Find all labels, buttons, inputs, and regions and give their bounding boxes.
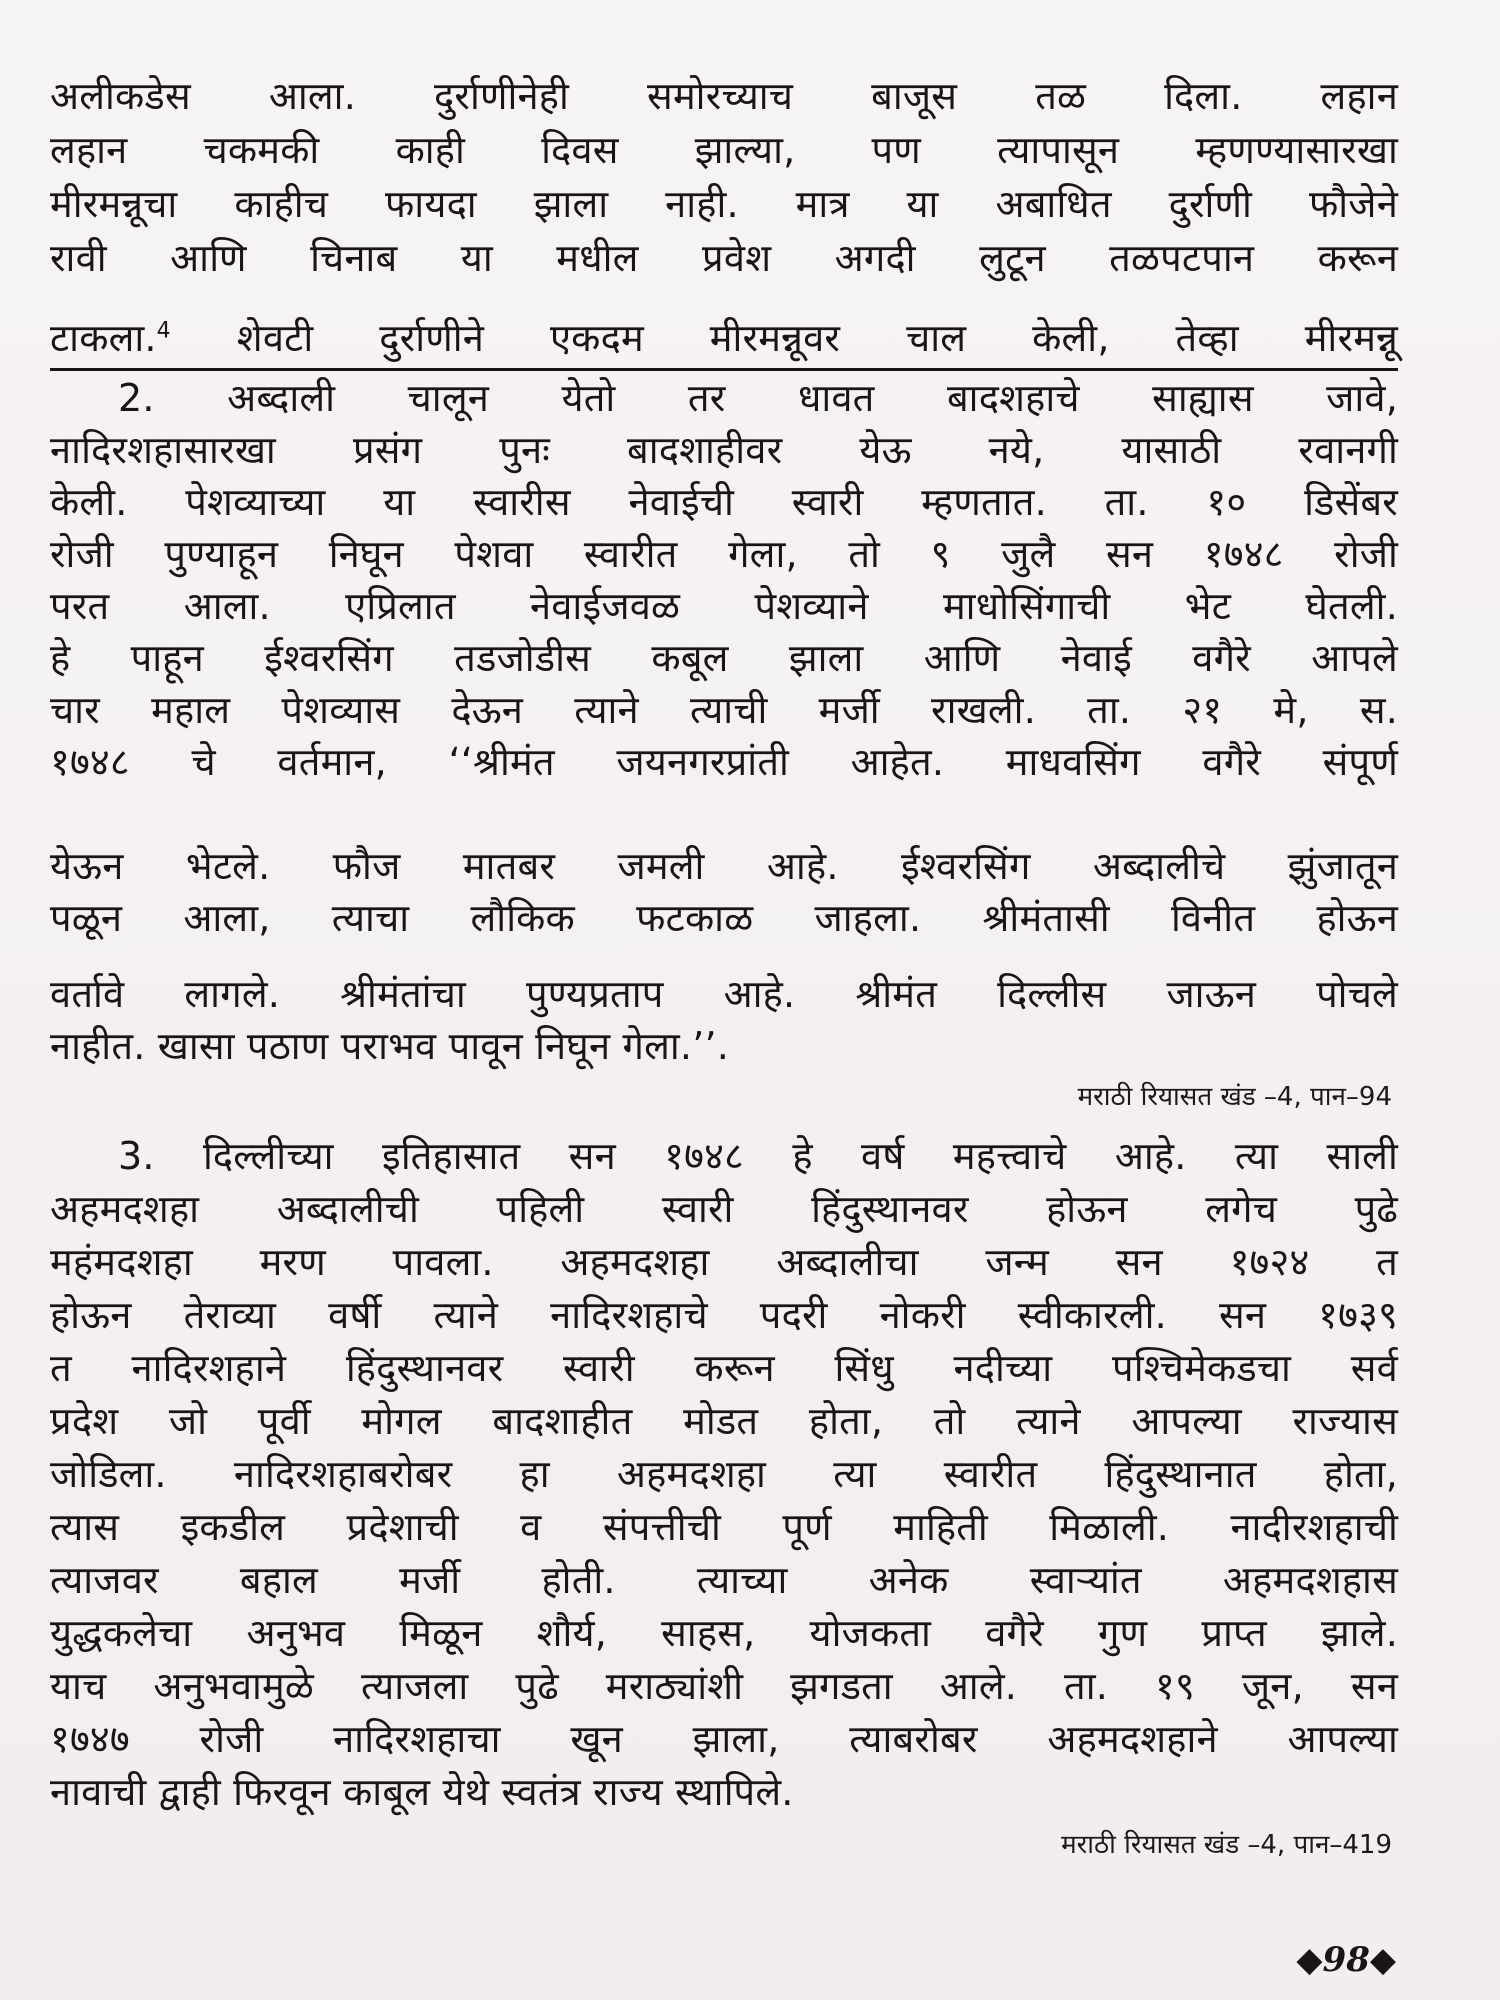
footnote-line: वर्तावे लागले. श्रीमंतांचा पुण्यप्रताप आहे. श्रीमंत दिल्लीस जाऊन पोचले — [50, 972, 1398, 1016]
footnote-marker: 4 — [156, 318, 171, 344]
source-citation: मराठी रियासत खंड –4, पान–94 — [1077, 1082, 1392, 1112]
footnote-line: येऊन भेटले. फौज मातबर जमली आहे. ईश्वरसिंग अब्दालीचे झुंजातून — [50, 844, 1398, 888]
footnote-line: 3. दिल्लीच्या इतिहासात सन १७४८ हे वर्ष महत्त्वाचे आहे. त्या साली — [118, 1134, 1398, 1178]
footnote-line: चार महाल पेशव्यास देऊन त्याने त्याची मर्जी राखली. ता. २१ मे, स. — [50, 688, 1398, 732]
text-fragment: शेवटी दुर्राणीने एकदम मीरमन्नूवर चाल केली, तेव्हा मीरमन्नू — [236, 316, 1398, 360]
footnote-line: 2. अब्दाली चालून येतो तर धावत बादशहाचे साह्यास जावे, — [118, 376, 1398, 420]
text-line: लहान चकमकी काही दिवस झाल्या, पण त्यापासून म्हणण्यासारखा — [50, 128, 1398, 172]
footnote-line: याच अनुभवामुळे त्याजला पुढे मराठ्यांशी झगडता आले. ता. १९ जून, सन — [50, 1664, 1398, 1708]
footnote-line: केली. पेशव्याच्या या स्वारीस नेवाईची स्वारी म्हणतात. ता. १० डिसेंबर — [50, 480, 1398, 524]
footnote-line: महंमदशहा मरण पावला. अहमदशहा अब्दालीचा जन्म सन १७२४ त — [50, 1240, 1398, 1284]
footnote-line: जोडिला. नादिरशहाबरोबर हा अहमदशहा त्या स्वारीत हिंदुस्थानात होता, — [50, 1452, 1398, 1496]
footnote-line: परत आला. एप्रिलात नेवाईजवळ पेशव्याने माधोसिंगाची भेट घेतली. — [50, 584, 1398, 628]
footnote-line: पळून आला, त्याचा लौकिक फटकाळ जाहला. श्रीमंतासी विनीत होऊन — [50, 896, 1398, 940]
footnote-line: प्रदेश जो पूर्वी मोगल बादशाहीत मोडत होता, तो त्याने आपल्या राज्यास — [50, 1399, 1398, 1443]
footnote-line: त्यास इकडील प्रदेशाची व संपत्तीची पूर्ण माहिती मिळाली. नादीरशहाची — [50, 1505, 1398, 1549]
footnote-line: त नादिरशहाने हिंदुस्थानवर स्वारी करून सिंधु नदीच्या पश्चिमेकडचा सर्व — [50, 1346, 1398, 1390]
footnote-line: युद्धकलेचा अनुभव मिळून शौर्य, साहस, योजकता वगैरे गुण प्राप्त झाले. — [50, 1611, 1398, 1655]
footnote-line: रोजी पुण्याहून निघून पेशवा स्वारीत गेला, तो ९ जुलै सन १७४८ रोजी — [50, 532, 1398, 576]
footnote-line: त्याजवर बहाल मर्जी होती. त्याच्या अनेक स्वाऱ्यांत अहमदशहास — [50, 1558, 1398, 1602]
footnote-line: नाहीत. खासा पठाण पराभव पावून निघून गेला.’’. — [50, 1024, 730, 1068]
text-line: अलीकडेस आला. दुर्राणीनेही समोरच्याच बाजूस तळ दिला. लहान — [50, 74, 1398, 118]
text-fragment: टाकला. — [50, 316, 157, 360]
text-line-with-footnote — [50, 312, 1398, 364]
footnote-line: नादिरशहासारखा प्रसंग पुनः बादशाहीवर येऊ नये, यासाठी रवानगी — [50, 428, 1398, 472]
source-citation: मराठी रियासत खंड –4, पान–419 — [1061, 1830, 1392, 1860]
footnote-line: १७४७ रोजी नादिरशहाचा खून झाला, त्याबरोबर अहमदशहाने आपल्या — [50, 1717, 1398, 1761]
text-line: रावी आणि चिनाब या मधील प्रवेश अगदी लुटून तळपटपान करून — [50, 236, 1398, 280]
footnote-line: अहमदशहा अब्दालीची पहिली स्वारी हिंदुस्थानवर होऊन लगेच पुढे — [50, 1187, 1398, 1231]
page-number: ◆98◆ — [1296, 1940, 1396, 1980]
text-line: मीरमन्नूचा काहीच फायदा झाला नाही. मात्र या अबाधित दुर्राणी फौजेने — [50, 182, 1398, 226]
footnote-line: होऊन तेराव्या वर्षी त्याने नादिरशहाचे पदरी नोकरी स्वीकारली. सन १७३९ — [50, 1293, 1398, 1337]
footnote-separator-rule — [50, 368, 1398, 371]
footnote-line: नावाची द्वाही फिरवून काबूल येथे स्वतंत्र राज्य स्थापिले. — [50, 1770, 794, 1814]
footnote-line: १७४८ चे वर्तमान, ‘‘श्रीमंत जयनगरप्रांती आहेत. माधवसिंग वगैरे संपूर्ण — [50, 740, 1398, 784]
footnote-line: हे पाहून ईश्वरसिंग तडजोडीस कबूल झाला आणि नेवाई वगैरे आपले — [50, 636, 1398, 680]
